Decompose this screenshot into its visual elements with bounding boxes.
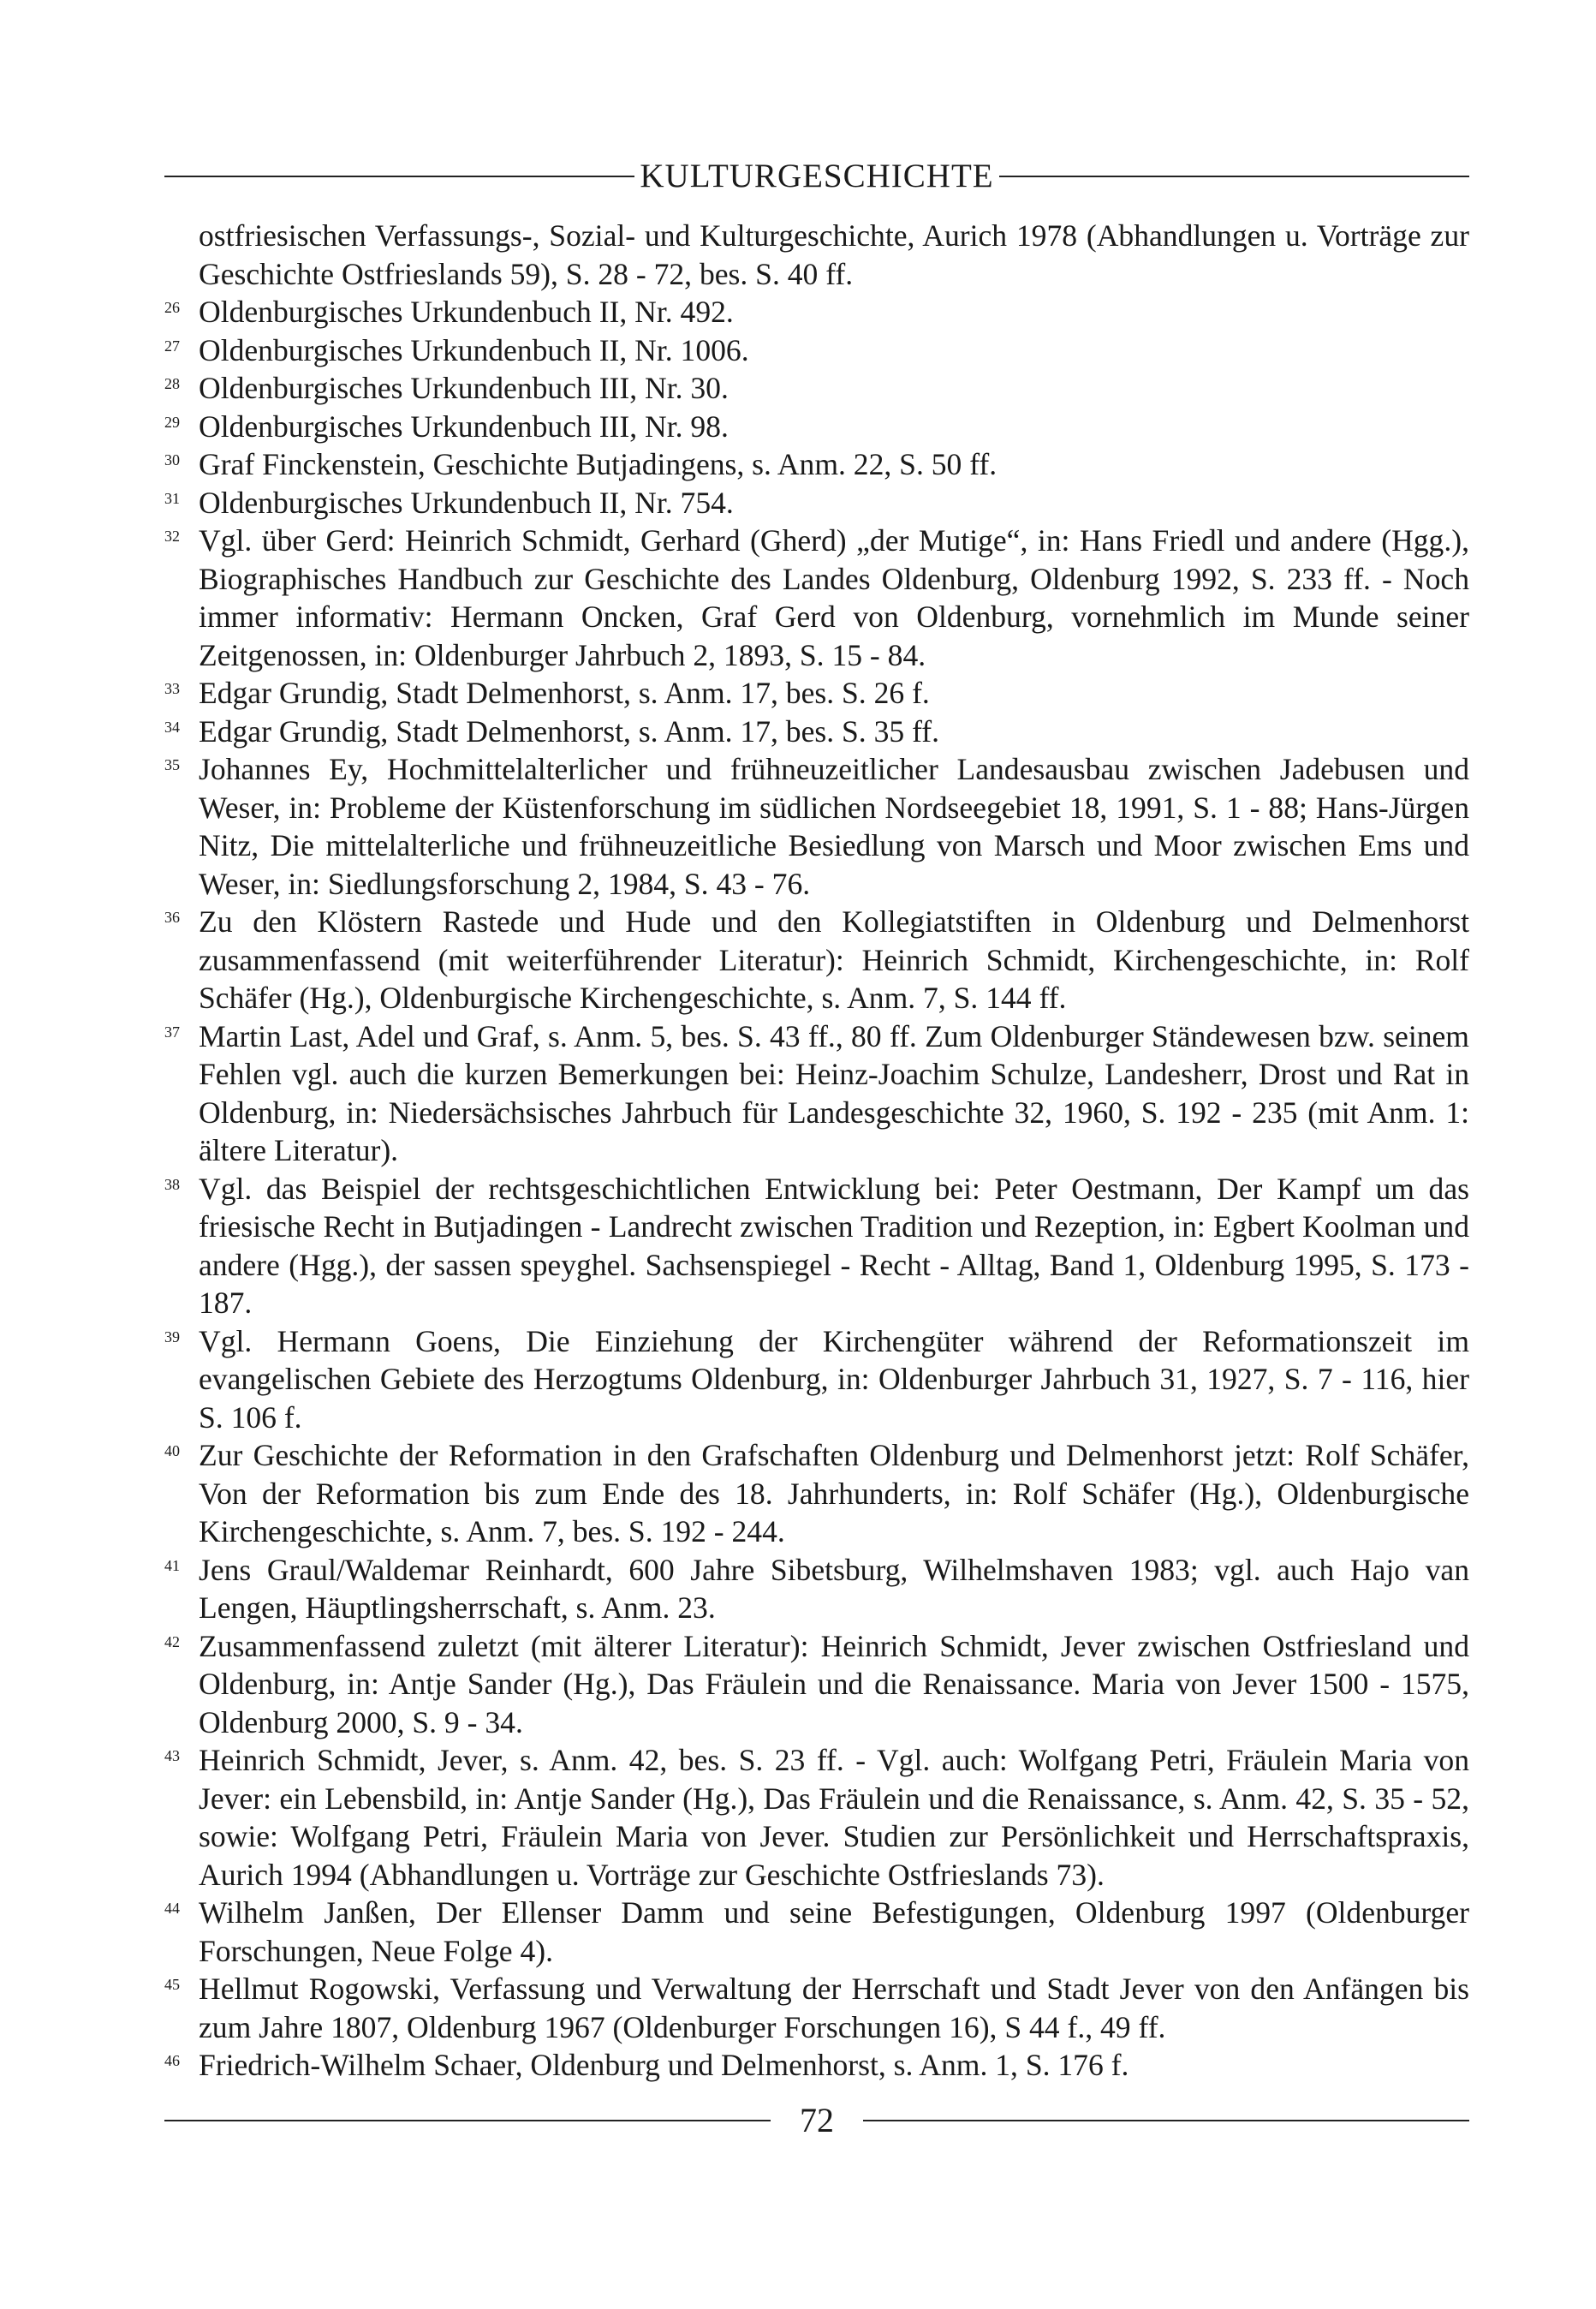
footnote-30 — [164, 445, 1469, 484]
footnote-number: 36 — [164, 909, 180, 926]
footnote-number: 39 — [164, 1328, 180, 1345]
footnote-27 — [164, 331, 1469, 370]
footnote-39 — [164, 1322, 1469, 1437]
footnote-number: 38 — [164, 1175, 180, 1193]
footnote-45 — [164, 1970, 1469, 2046]
footnote-number: 42 — [164, 1632, 180, 1650]
footnote-28 — [164, 369, 1469, 408]
footnote-29 — [164, 408, 1469, 446]
footnote-number: 30 — [164, 451, 180, 468]
footnote-number: 40 — [164, 1442, 180, 1459]
footnote-text: Hellmut Rogowski, Verfassung und Verwaltung der Herrschaft und Stadt Jever von den Anfängen bis zum Jahre 1807, Oldenburg 1967 (Oldenburger Forschungen 16), S 44 f., 49 ff. — [199, 1972, 1469, 2044]
footnote-41 — [164, 1551, 1469, 1627]
footnote-number: 44 — [164, 1900, 180, 1917]
footnote-text: Jens Graul/Waldemar Reinhardt, 600 Jahre Sibetsburg, Wilhelmshaven 1983; vgl. auch Hajo van Lengen, Häuptlingsherrschaft, s. Anm. 23. — [199, 1552, 1469, 1625]
footnote-text: Oldenburgisches Urkundenbuch II, Nr. 492. — [199, 295, 734, 329]
footnote-text: Edgar Grundig, Stadt Delmenhorst, s. Anm. 17, bes. S. 26 f. — [199, 676, 930, 710]
footnote-number: 32 — [164, 528, 180, 545]
header-rule-left — [164, 176, 634, 177]
footnote-43 — [164, 1741, 1469, 1894]
footnote-text: Vgl. Hermann Goens, Die Einziehung der Kirchengüter während der Reformationszeit im evangelischen Gebiete des Herzogtums Oldenburg, in: Oldenburger Jahrbuch 31, 1927, S. 7 - 116, hier S. 106 f. — [199, 1323, 1469, 1435]
footnote-number: 46 — [164, 2052, 180, 2069]
footnote-text: Wilhelm Janßen, Der Ellenser Damm und seine Befestigungen, Oldenburg 1997 (Oldenburger Forschungen, Neue Folge 4). — [199, 1895, 1469, 1968]
footnote-text: Edgar Grundig, Stadt Delmenhorst, s. Anm. 17, bes. S. 35 ff. — [199, 713, 940, 749]
footnote-38 — [164, 1170, 1469, 1322]
footnote-text: Vgl. das Beispiel der rechtsgeschichtlichen Entwicklung bei: Peter Oestmann, Der Kampf um das friesische Recht in Butjadingen - Landrecht zwischen Tradition und Rezeption, in: Egbert Koolman und andere (Hgg.), der sassen speyghel. Sachsenspiegel - Recht - Alltag, Band 1, Oldenburg 1995, S. 173 - 187. — [199, 1171, 1469, 1320]
footnote-40 — [164, 1436, 1469, 1551]
footnotes — [164, 217, 1469, 2085]
footnote-text: Oldenburgisches Urkundenbuch II, Nr. 754. — [199, 485, 734, 520]
footnote-42 — [164, 1627, 1469, 1742]
footnote-32 — [164, 522, 1469, 674]
footnote-number: 45 — [164, 1976, 180, 1993]
footnote-36 — [164, 903, 1469, 1017]
footnote-37 — [164, 1017, 1469, 1170]
footer-rule-left — [164, 2120, 771, 2121]
footnote-number: 33 — [164, 680, 180, 697]
footnote-34 — [164, 713, 1469, 751]
footnote-text: Zur Geschichte der Reformation in den Grafschaften Oldenburg und Delmenhorst jetzt: Rolf Schäfer, Von der Reformation bis zum Ende des 18. Jahrhunderts, in: Rolf Schäfer (Hg.), Oldenburgische Kirchengeschichte, s. Anm. 7, bes. S. 192 - 244. — [199, 1438, 1469, 1548]
header-title: KULTURGESCHICHTE — [640, 158, 994, 194]
footnote-text: ostfriesischen Verfassungs-, Sozial- und Kulturgeschichte, Aurich 1978 (Abhandlungen u. Vorträge zur Geschichte Ostfrieslands 59), S. 28 - 72, bes. S. 40 ff. — [199, 218, 1469, 291]
footnote-number: 41 — [164, 1556, 180, 1574]
footnote-text: Oldenburgisches Urkundenbuch III, Nr. 98. — [199, 409, 729, 444]
footnote-33 — [164, 674, 1469, 713]
footer-rule-right — [863, 2120, 1469, 2121]
footnote-number: 29 — [164, 413, 180, 431]
footnote-text: Vgl. über Gerd: Heinrich Schmidt, Gerhard (Gherd) „der Mutige“, in: Hans Friedl und andere (Hgg.), Biographisches Handbuch zur Geschichte des Landes Oldenburg, Oldenburg 1992, S. 233 ff. - Noch immer informativ: Hermann Oncken, Graf Gerd von Oldenburg, vornehmlich im Munde seiner Zeitgenossen, in: Oldenburger Jahrbuch 2, 1893, S. 15 - 84. — [199, 523, 1469, 672]
footnote-number: 34 — [164, 718, 180, 736]
footnote-text: Graf Finckenstein, Geschichte Butjadingens, s. Anm. 22, S. 50 ff. — [199, 447, 998, 481]
running-header — [164, 154, 1469, 199]
header-rule-right — [999, 176, 1469, 177]
footnote-text: Oldenburgisches Urkundenbuch III, Nr. 30. — [199, 371, 729, 405]
footnote-text: Zu den Klöstern Rastede und Hude und den Kollegiatstiften in Oldenburg und Delmenhorst zusammenfassend (mit weiterführender Literatur): Heinrich Schmidt, Kirchengeschichte, in: Rolf Schäfer (Hg.), Oldenburgische Kirchengeschichte, s. Anm. 7, S. 144 ff. — [199, 904, 1469, 1015]
footnote-44 — [164, 1894, 1469, 1970]
footnote-35 — [164, 750, 1469, 903]
footnote-text: Zusammenfassend zuletzt (mit älterer Literatur): Heinrich Schmidt, Jever zwischen Ostfriesland und Oldenburg, in: Antje Sander (Hg.), Das Fräulein und die Renaissance. Maria von Jever 1500 - 1575, Oldenburg 2000, S. 9 - 34. — [199, 1628, 1469, 1739]
footnote-text: Johannes Ey, Hochmittelalterlicher und frühneuzeitlicher Landesausbau zwischen Jadebusen und Weser, in: Probleme der Küstenforschung im südlichen Nordseegebiet 18, 1991, S. 1 - 88; Hans-Jürgen Nitz, Die mittelalterliche und frühneuzeitliche Besiedlung von Marsch und Moor zwischen Ems und Weser, in: Siedlungsforschung 2, 1984, S. 43 - 76. — [199, 752, 1469, 901]
footnote-number: 27 — [164, 337, 180, 355]
footnote-31 — [164, 484, 1469, 522]
footnote-text: Friedrich-Wilhelm Schaer, Oldenburg und Delmenhorst, s. Anm. 1, S. 176 f. — [199, 2048, 1129, 2082]
footnote-continuation — [164, 217, 1469, 293]
footnote-text: Oldenburgisches Urkundenbuch II, Nr. 1006. — [199, 332, 749, 367]
footnote-number: 28 — [164, 375, 180, 392]
footnote-number: 43 — [164, 1747, 180, 1764]
footnote-46 — [164, 2046, 1469, 2085]
footnote-number: 37 — [164, 1023, 180, 1041]
footnote-26 — [164, 293, 1469, 331]
footnote-number: 26 — [164, 299, 180, 316]
footnote-text: Heinrich Schmidt, Jever, s. Anm. 42, bes. S. 23 ff. - Vgl. auch: Wolfgang Petri, Fräulein Maria von Jever: ein Lebensbild, in: Antje Sander (Hg.), Das Fräulein und die Renaissance, s. Anm. 42, S. 35 - 52, sowie: Wolfgang Petri, Fräulein Maria von Jever. Studien zur Persönlichkeit und Herrschaftspraxis, Aurich 1994 (Abhandlungen u. Vorträge zur Geschichte Ostfrieslands 73). — [199, 1743, 1469, 1892]
footnote-number: 35 — [164, 756, 180, 773]
page-number: 72 — [800, 2101, 834, 2139]
page-footer — [164, 2097, 1469, 2145]
footnote-number: 31 — [164, 489, 180, 507]
footnote-text: Martin Last, Adel und Graf, s. Anm. 5, bes. S. 43 ff., 80 ff. Zum Oldenburger Ständewesen bzw. seinem Fehlen vgl. auch die kurzen Bemerkungen bei: Heinz-Joachim Schulze, Landesherr, Drost und Rat in Oldenburg, in: Niedersächsisches Jahrbuch für Landesgeschichte 32, 1960, S. 192 - 235 (mit Anm. 1: ältere Literatur). — [199, 1018, 1469, 1167]
